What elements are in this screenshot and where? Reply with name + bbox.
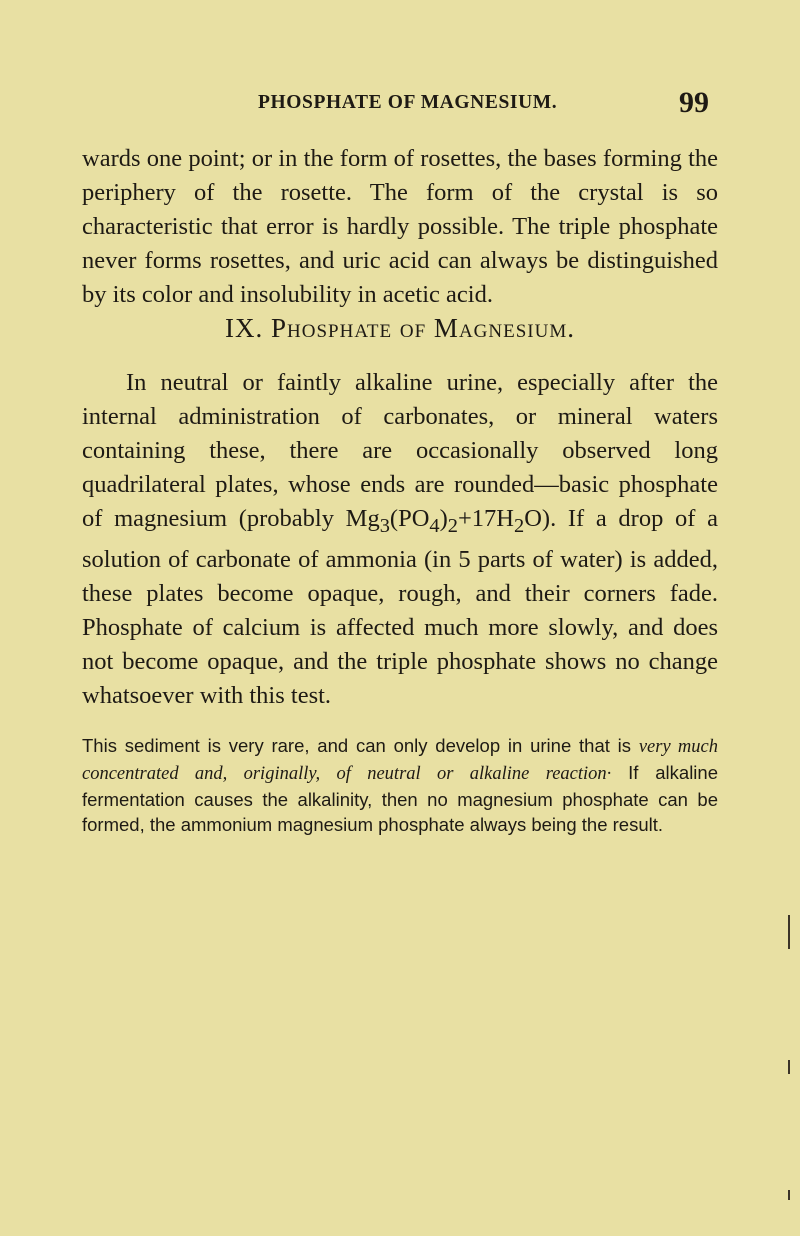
section-heading: IX. Phosphate of Magnesium. — [225, 313, 575, 343]
note-emphasis-text: very much concentrated and, originally, of neutral or alkaline reaction· — [82, 737, 719, 784]
note-rest-text: If alkaline fermentation causes the alkalinity, then no magnesium phosphate can be formed, the ammonium magnesium phosphate always being the result. — [82, 762, 718, 835]
page-number: 99 — [679, 86, 709, 119]
footnote-paragraph — [82, 733, 718, 837]
page-edge-mark — [788, 1060, 790, 1074]
page-edge-mark — [788, 915, 790, 949]
paragraph-magnesium-phosphate — [82, 366, 718, 713]
paragraph-continuation: wards one point; or in the form of rosettes, the bases forming the periphery of the rosette. The form of the crystal is so characteristic that error is hardly possible. The triple phosphate never forms rosettes, and uric acid can always be distinguished by its color and insolubility in acetic acid. — [82, 145, 718, 308]
paragraph-text-after-formula: . If a drop of a solution of carbonate of ammonia (in 5 parts of water) is added, these plates become opaque, rough, and their corners fade. Phosphate of calcium is affected much more slowly, and does not become opaque, and the triple phosphate shows no change whatsoever with this test. — [82, 505, 718, 709]
note-lead-text: This sediment is very rare, and can only develop in urine that is — [82, 735, 639, 756]
chemical-formula: $Mg_3(PO_4)_2+17H_2O$) — [345, 505, 551, 537]
paragraph-text-before-formula: In neutral or faintly alkaline urine, especially after the internal administration of carbonates, or mineral waters containing these, there are occasionally observed long quadrilateral plates, whose ends are rounded—basic phosphate of magnesium (probably — [82, 369, 718, 532]
page-edge-mark — [788, 1190, 790, 1200]
running-head — [0, 86, 800, 126]
running-head-title: PHOSPHATE OF MAGNESIUM. — [258, 92, 558, 113]
